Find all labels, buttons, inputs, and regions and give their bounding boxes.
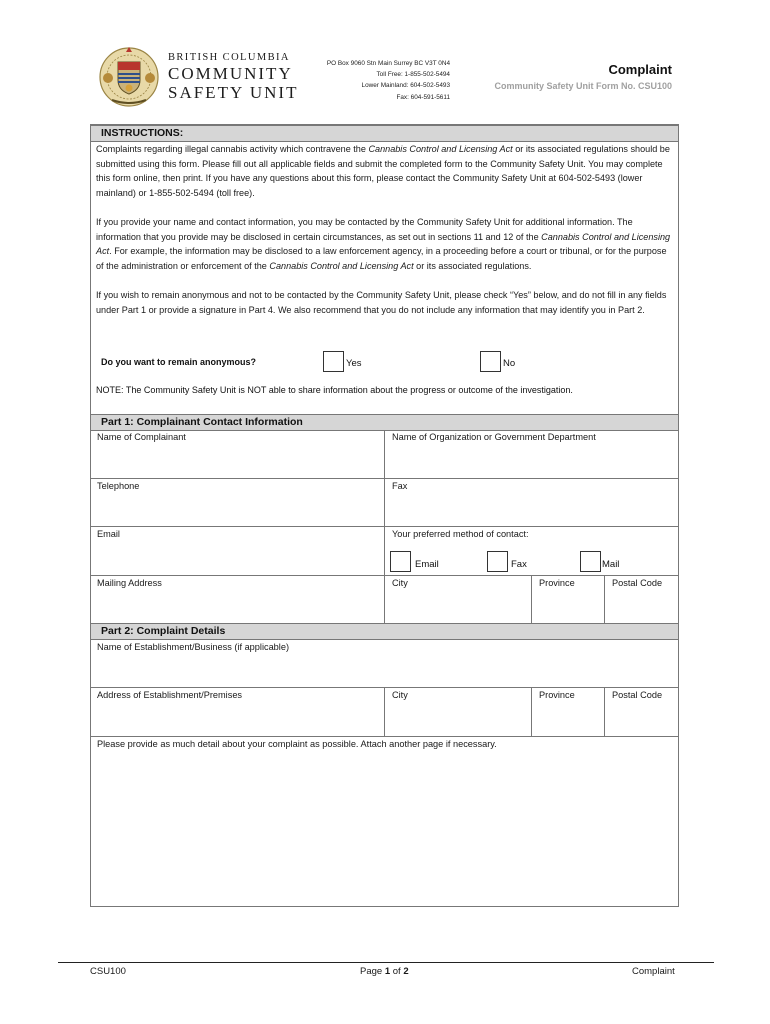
- bc-coat-of-arms-logo: [96, 44, 162, 108]
- contact-email-checkbox[interactable]: [390, 551, 411, 572]
- complainant-name-field[interactable]: Name of Complainant: [97, 432, 186, 442]
- complaint-details-field[interactable]: Please provide as much detail about your complaint as possible. Attach another page if necessary.: [97, 739, 497, 749]
- text-run: or its associated regulations should be submitted using this form. Please fill out all applicable fields and submit the completed form to the Community Safety Unit. You may complete this form online, then print. If you have any questions about this form, please contact the Community Safety Unit at 604-502-5493 (lower mainland) or 1-855-502-5494 (toll free).: [96, 144, 670, 198]
- fax-number: Fax: 604-591-5611: [396, 93, 450, 101]
- establishment-postal-code-field[interactable]: Postal Code: [612, 690, 663, 700]
- page-word: Page: [360, 966, 385, 977]
- contact-address-block: [300, 58, 450, 103]
- form-title: Complaint: [608, 62, 672, 77]
- anonymous-no-checkbox[interactable]: [480, 351, 501, 372]
- instructions-paragraph-3: If you wish to remain anonymous and not to be contacted by the Community Safety Unit, please check “Yes” below, and do not fill in any fields under Part 1 or provide a signature in Part 4. We also recommend that you do not include any information that may identify you in Part 2.: [96, 289, 667, 315]
- instructions-paragraph-1: [96, 142, 674, 200]
- anonymous-no-label: No: [503, 358, 516, 369]
- contact-fax-label: Fax: [511, 559, 527, 570]
- footer-page-number: [360, 966, 409, 977]
- column-divider: [604, 575, 605, 623]
- lower-mainland-number: Lower Mainland: 604-502-5493: [361, 82, 450, 90]
- organization-name-field[interactable]: Name of Organization or Government Department: [392, 432, 596, 442]
- anonymous-question: Do you want to remain anonymous?: [101, 357, 257, 367]
- part1-heading: Part 1: Complainant Contact Information: [90, 414, 679, 431]
- instructions-heading: INSTRUCTIONS:: [90, 125, 679, 142]
- city-field[interactable]: City: [392, 578, 408, 588]
- column-divider: [384, 430, 385, 623]
- org-line-1: BRITISH COLUMBIA: [168, 52, 290, 63]
- postal-code-field[interactable]: Postal Code: [612, 578, 663, 588]
- text-run: Complaints regarding illegal cannabis activity which contravene the: [96, 144, 369, 154]
- fax-field[interactable]: Fax: [392, 481, 408, 491]
- toll-free-number: Toll Free: 1-855-502-5494: [376, 71, 450, 79]
- column-divider: [531, 687, 532, 736]
- column-divider: [604, 687, 605, 736]
- investigation-note: NOTE: The Community Safety Unit is NOT able to share information about the progress or outcome of the investigation.: [96, 385, 573, 395]
- instructions-paragraph-2: [96, 215, 674, 273]
- org-line-2: COMMUNITY: [168, 64, 293, 83]
- instructions-text: [96, 142, 674, 332]
- part2-heading: Part 2: Complaint Details: [90, 623, 679, 640]
- page-total: 2: [403, 966, 409, 977]
- form-number: Community Safety Unit Form No. CSU100: [494, 81, 672, 91]
- act-name: Cannabis Control and Licensing Act: [269, 260, 414, 271]
- telephone-field[interactable]: Telephone: [97, 481, 140, 491]
- column-divider: [384, 687, 385, 736]
- page-current: 1: [384, 966, 391, 977]
- organization-name: [168, 52, 298, 102]
- act-name: Cannabis Control and Licensing Act: [96, 231, 671, 257]
- preferred-contact-label: Your preferred method of contact:: [392, 529, 529, 539]
- column-divider: [531, 575, 532, 623]
- anonymous-yes-checkbox[interactable]: [323, 351, 344, 372]
- footer-rule: [58, 962, 714, 963]
- anonymous-yes-label: Yes: [346, 358, 362, 369]
- text-run: . For example, the information may be disclosed to a law enforcement agency, in a proceeding before a court or tribunal, or for the purpose of the administration or enforcement of the: [96, 246, 667, 271]
- contact-fax-checkbox[interactable]: [487, 551, 508, 572]
- establishment-address-field[interactable]: Address of Establishment/Premises: [97, 690, 243, 700]
- establishment-province-field[interactable]: Province: [539, 690, 575, 700]
- mailing-address: PO Box 9060 Stn Main Surrey BC V3T 0N4: [326, 60, 450, 67]
- province-field[interactable]: Province: [539, 578, 575, 588]
- contact-mail-checkbox[interactable]: [580, 551, 601, 572]
- establishment-city-field[interactable]: City: [392, 690, 408, 700]
- footer-title: Complaint: [632, 966, 675, 977]
- mailing-address-field[interactable]: Mailing Address: [97, 578, 162, 588]
- page-of: of: [390, 966, 404, 977]
- contact-mail-label: Mail: [602, 559, 620, 570]
- text-run: If you provide your name and contact information, you may be contacted by the Community Safety Unit for additional information. The information that you provide may be disclosed in certain circumstances, as set out in sections 11 and 12 of the: [96, 216, 633, 242]
- act-name: Cannabis Control and Licensing Act: [368, 144, 513, 154]
- text-run: or its associated regulations.: [413, 260, 532, 271]
- org-line-3: SAFETY UNIT: [168, 83, 299, 102]
- establishment-name-field[interactable]: Name of Establishment/Business (if applicable): [97, 642, 290, 652]
- email-field[interactable]: Email: [97, 529, 120, 539]
- row-divider: [90, 736, 679, 737]
- footer-form-number: CSU100: [90, 966, 126, 977]
- contact-email-label: Email: [415, 559, 439, 570]
